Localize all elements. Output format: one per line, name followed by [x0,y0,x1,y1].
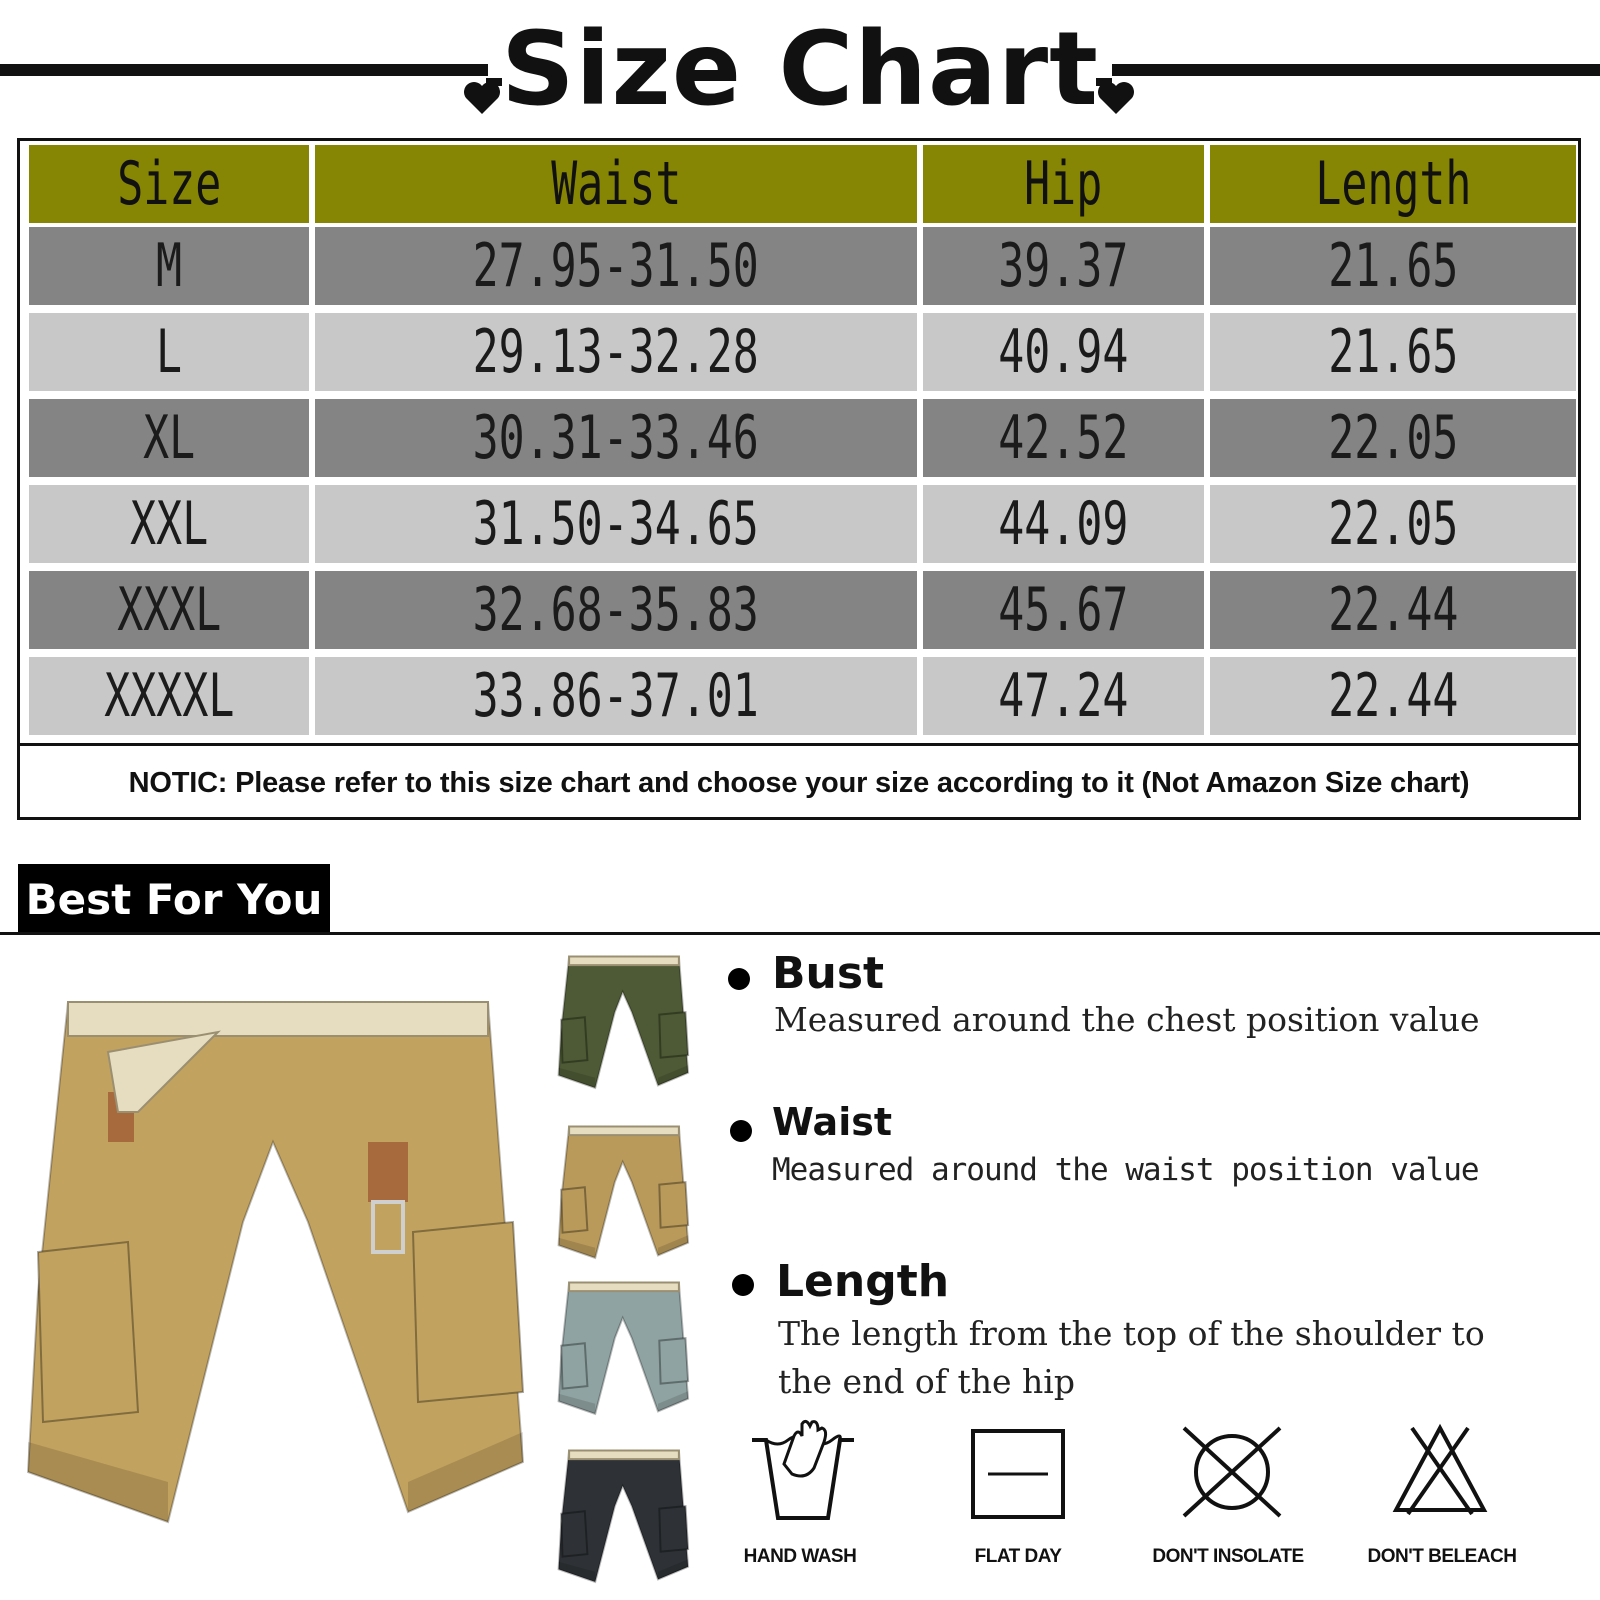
product-thumb-grey [556,1280,692,1424]
care-label: FLAT DAY [974,1546,1062,1567]
measure-desc: the end of the hip [778,1362,1075,1401]
page-title: Size Chart [501,10,1099,129]
header-rule-right [1112,64,1600,76]
measure-title: Length [776,1256,950,1307]
table-cell: L [29,313,309,391]
measure-title: Waist [772,1100,893,1144]
table-cell: 22.44 [1210,571,1576,649]
size-notice: NOTIC: Please refer to this size chart and choose your size according to it (Not Amazon Size chart) [20,743,1578,820]
table-cell: M [29,227,309,305]
section-rule [0,932,1600,935]
table-header-cell: Hip [923,145,1204,223]
bullet-dot [730,1120,752,1142]
table-cell: 29.13-32.28 [315,313,917,391]
table-cell: 21.65 [1210,313,1576,391]
table-cell: 39.37 [923,227,1204,305]
table-header-cell: Size [29,145,309,223]
table-cell: XXXXL [29,657,309,735]
table-cell: 45.67 [923,571,1204,649]
table-header-cell: Length [1210,145,1576,223]
table-cell: 33.86-37.01 [315,657,917,735]
measure-desc: Measured around the waist position value [772,1152,1479,1188]
table-cell: 21.65 [1210,227,1576,305]
table-cell: 44.09 [923,485,1204,563]
flat-dry-icon [970,1428,1066,1520]
table-cell: 47.24 [923,657,1204,735]
product-thumb-khaki [556,1124,692,1268]
heart-icon [462,78,502,118]
table-cell: 22.05 [1210,485,1576,563]
table-cell: XXXL [29,571,309,649]
product-main-image [18,992,538,1562]
care-label: DON'T INSOLATE [1152,1546,1304,1567]
table-cell: 30.31-33.46 [315,399,917,477]
table-row [29,227,1576,305]
measure-desc: Measured around the chest position value [774,1000,1480,1039]
table-cell: 22.05 [1210,399,1576,477]
table-row [29,571,1576,649]
table-row [29,313,1576,391]
header-rule-left [0,64,488,76]
table-header-cell: Waist [315,145,917,223]
table-cell: XL [29,399,309,477]
table-cell: 42.52 [923,399,1204,477]
table-cell: 40.94 [923,313,1204,391]
care-label: HAND WASH [743,1546,857,1567]
heart-icon [1096,78,1136,118]
measure-desc: The length from the top of the shoulder to [778,1314,1485,1353]
table-cell: 27.95-31.50 [315,227,917,305]
no-bleach-icon [1390,1422,1490,1518]
hand-wash-icon [748,1418,858,1522]
table-cell: 22.44 [1210,657,1576,735]
table-header-row [29,145,1576,223]
table-cell: XXL [29,485,309,563]
measure-title: Bust [772,948,885,999]
table-cell: 32.68-35.83 [315,571,917,649]
size-table [17,138,1581,820]
table-row [29,485,1576,563]
product-thumb-black [556,1448,692,1592]
bullet-dot [728,968,750,990]
table-row [29,657,1576,735]
product-thumb-olive [556,954,692,1098]
section-tab: Best For You [18,864,330,934]
care-label: DON'T BELEACH [1367,1546,1517,1567]
no-tumble-icon [1178,1424,1286,1520]
table-cell: 31.50-34.65 [315,485,917,563]
bullet-dot [732,1274,754,1296]
table-row [29,399,1576,477]
